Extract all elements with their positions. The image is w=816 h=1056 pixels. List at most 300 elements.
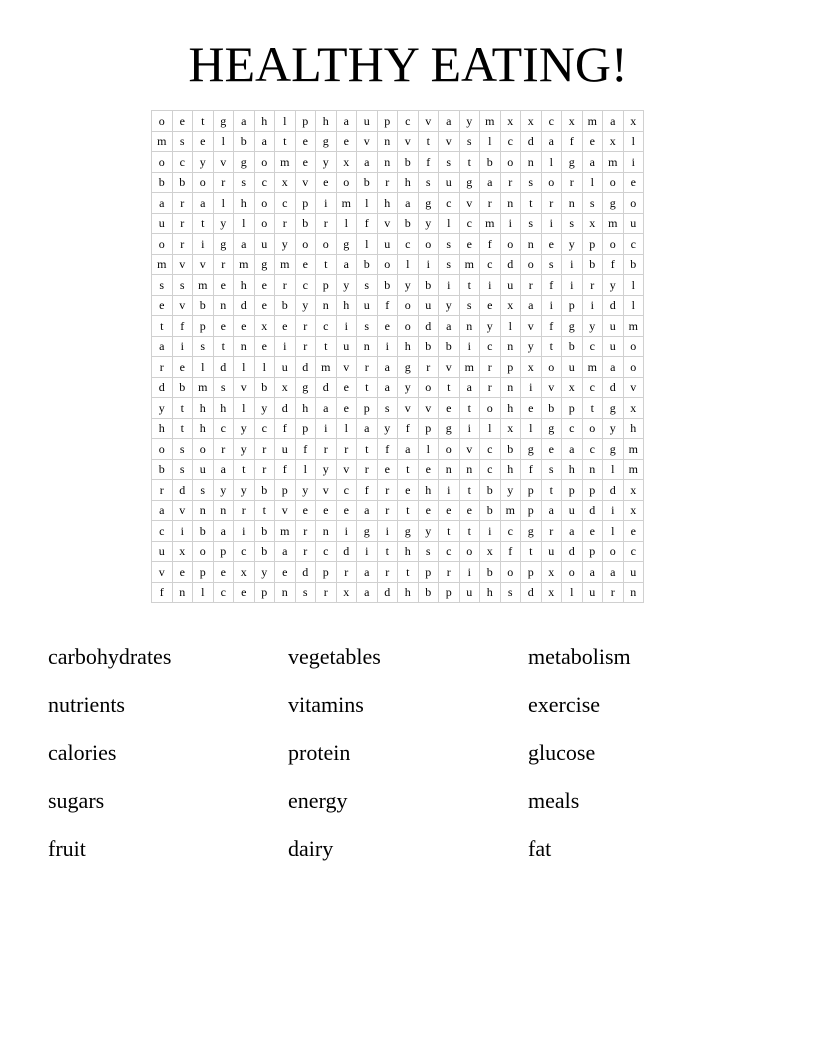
grid-cell: y: [152, 398, 173, 419]
grid-cell: h: [295, 398, 316, 419]
grid-cell: d: [316, 377, 337, 398]
grid-cell: r: [316, 439, 337, 460]
grid-cell: v: [439, 131, 460, 152]
grid-cell: m: [275, 152, 296, 173]
grid-cell: c: [582, 336, 603, 357]
grid-cell: s: [521, 172, 542, 193]
grid-cell: m: [603, 152, 624, 173]
grid-cell: b: [254, 521, 275, 542]
grid-cell: y: [234, 480, 255, 501]
grid-cell: s: [172, 459, 193, 480]
grid-cell: f: [275, 418, 296, 439]
word-item: energy: [288, 788, 348, 813]
grid-cell: e: [459, 500, 480, 521]
grid-cell: m: [623, 316, 644, 337]
word-item: meals: [528, 788, 580, 813]
grid-cell: b: [193, 521, 214, 542]
word-item: fruit: [48, 836, 86, 861]
grid-cell: d: [213, 357, 234, 378]
grid-cell: y: [213, 480, 234, 501]
grid-cell: o: [603, 172, 624, 193]
grid-cell: c: [234, 541, 255, 562]
grid-cell: b: [480, 562, 501, 583]
grid-cell: p: [562, 398, 583, 419]
grid-cell: x: [254, 316, 275, 337]
grid-cell: e: [418, 500, 439, 521]
grid-cell: a: [582, 152, 603, 173]
grid-cell: c: [459, 213, 480, 234]
grid-cell: e: [418, 459, 439, 480]
grid-cell: e: [480, 295, 501, 316]
grid-cell: c: [480, 336, 501, 357]
grid-cell: m: [459, 254, 480, 275]
grid-cell: p: [521, 480, 542, 501]
grid-cell: o: [336, 172, 357, 193]
grid-cell: v: [193, 254, 214, 275]
grid-cell: t: [459, 152, 480, 173]
grid-cell: r: [213, 439, 234, 460]
grid-cell: s: [582, 193, 603, 214]
grid-cell: x: [521, 357, 542, 378]
grid-cell: h: [336, 295, 357, 316]
grid-cell: e: [336, 377, 357, 398]
grid-cell: e: [295, 152, 316, 173]
grid-cell: s: [172, 275, 193, 296]
grid-cell: m: [480, 111, 501, 132]
grid-cell: r: [377, 172, 398, 193]
grid-cell: o: [500, 234, 521, 255]
grid-cell: r: [377, 562, 398, 583]
grid-cell: r: [521, 275, 542, 296]
grid-cell: m: [582, 357, 603, 378]
grid-cell: g: [398, 521, 419, 542]
grid-row: [152, 500, 644, 521]
grid-cell: u: [418, 295, 439, 316]
grid-cell: i: [336, 521, 357, 542]
grid-cell: m: [152, 131, 173, 152]
grid-cell: r: [582, 275, 603, 296]
grid-row: [152, 295, 644, 316]
grid-cell: a: [234, 111, 255, 132]
grid-cell: l: [418, 439, 439, 460]
grid-cell: o: [398, 316, 419, 337]
grid-row: [152, 193, 644, 214]
grid-cell: b: [480, 500, 501, 521]
grid-cell: e: [295, 500, 316, 521]
word-item: protein: [288, 740, 351, 765]
grid-cell: u: [152, 213, 173, 234]
grid-cell: o: [500, 152, 521, 173]
grid-cell: i: [275, 336, 296, 357]
grid-cell: t: [377, 541, 398, 562]
grid-cell: f: [480, 234, 501, 255]
grid-cell: i: [541, 295, 562, 316]
grid-cell: u: [254, 234, 275, 255]
grid-cell: o: [541, 172, 562, 193]
grid-cell: m: [500, 500, 521, 521]
grid-cell: d: [500, 254, 521, 275]
grid-cell: d: [603, 377, 624, 398]
grid-cell: x: [562, 377, 583, 398]
grid-cell: a: [521, 295, 542, 316]
grid-cell: f: [603, 254, 624, 275]
grid-cell: a: [254, 131, 275, 152]
grid-cell: f: [500, 541, 521, 562]
grid-cell: x: [336, 152, 357, 173]
grid-cell: o: [398, 295, 419, 316]
grid-cell: d: [603, 295, 624, 316]
grid-cell: i: [562, 254, 583, 275]
grid-row: [152, 459, 644, 480]
grid-cell: a: [562, 439, 583, 460]
grid-cell: o: [193, 439, 214, 460]
grid-cell: s: [377, 398, 398, 419]
grid-cell: p: [295, 111, 316, 132]
grid-cell: o: [521, 254, 542, 275]
grid-cell: n: [213, 500, 234, 521]
grid-cell: v: [213, 152, 234, 173]
grid-cell: i: [377, 521, 398, 542]
grid-cell: y: [275, 234, 296, 255]
grid-cell: b: [275, 295, 296, 316]
grid-cell: f: [377, 439, 398, 460]
grid-cell: p: [521, 562, 542, 583]
grid-cell: l: [336, 213, 357, 234]
grid-cell: s: [439, 234, 460, 255]
grid-cell: c: [623, 541, 644, 562]
word-item: fat: [528, 836, 552, 861]
word-row: [48, 739, 768, 787]
grid-row: [152, 541, 644, 562]
grid-cell: c: [500, 521, 521, 542]
grid-cell: l: [295, 459, 316, 480]
grid-cell: r: [213, 254, 234, 275]
grid-cell: b: [172, 377, 193, 398]
grid-cell: p: [193, 316, 214, 337]
grid-cell: r: [316, 213, 337, 234]
word-item: dairy: [288, 836, 334, 861]
grid-cell: d: [275, 398, 296, 419]
grid-row: [152, 316, 644, 337]
grid-cell: o: [480, 398, 501, 419]
grid-cell: t: [521, 193, 542, 214]
grid-cell: t: [193, 213, 214, 234]
grid-cell: r: [336, 562, 357, 583]
grid-cell: e: [521, 398, 542, 419]
word-row: [48, 835, 768, 883]
grid-cell: v: [521, 316, 542, 337]
grid-cell: t: [316, 336, 337, 357]
grid-cell: r: [316, 582, 337, 603]
grid-cell: o: [152, 111, 173, 132]
grid-cell: i: [234, 521, 255, 542]
word-item: carbohydrates: [48, 644, 172, 669]
grid-cell: a: [398, 439, 419, 460]
grid-cell: x: [603, 131, 624, 152]
grid-cell: y: [234, 439, 255, 460]
grid-cell: e: [336, 131, 357, 152]
grid-cell: r: [295, 521, 316, 542]
grid-cell: o: [193, 541, 214, 562]
grid-cell: t: [439, 377, 460, 398]
grid-cell: r: [377, 500, 398, 521]
grid-cell: t: [254, 500, 275, 521]
grid-cell: l: [623, 295, 644, 316]
grid-cell: g: [357, 521, 378, 542]
grid-cell: b: [357, 254, 378, 275]
grid-cell: p: [582, 480, 603, 501]
grid-cell: o: [582, 418, 603, 439]
grid-cell: g: [254, 254, 275, 275]
grid-cell: i: [521, 377, 542, 398]
grid-cell: v: [439, 357, 460, 378]
grid-cell: m: [275, 254, 296, 275]
grid-cell: y: [193, 152, 214, 173]
grid-cell: c: [562, 418, 583, 439]
grid-cell: t: [541, 480, 562, 501]
grid-cell: c: [398, 234, 419, 255]
grid-cell: c: [582, 377, 603, 398]
grid-cell: u: [357, 295, 378, 316]
grid-cell: o: [439, 439, 460, 460]
grid-cell: a: [152, 336, 173, 357]
grid-cell: b: [439, 336, 460, 357]
grid-cell: v: [377, 213, 398, 234]
grid-cell: o: [152, 439, 173, 460]
grid-row: [152, 254, 644, 275]
grid-cell: f: [541, 316, 562, 337]
grid-cell: p: [254, 582, 275, 603]
grid-cell: b: [418, 336, 439, 357]
grid-cell: c: [152, 521, 173, 542]
grid-cell: u: [603, 316, 624, 337]
grid-cell: t: [521, 541, 542, 562]
grid-cell: o: [152, 152, 173, 173]
grid-cell: t: [418, 131, 439, 152]
grid-cell: b: [418, 582, 439, 603]
grid-cell: m: [193, 275, 214, 296]
grid-cell: l: [275, 111, 296, 132]
grid-row: [152, 234, 644, 255]
grid-cell: v: [418, 111, 439, 132]
grid-cell: a: [541, 131, 562, 152]
grid-cell: n: [234, 336, 255, 357]
grid-cell: b: [172, 172, 193, 193]
grid-cell: r: [336, 439, 357, 460]
grid-cell: l: [357, 193, 378, 214]
grid-cell: b: [254, 480, 275, 501]
grid-row: [152, 418, 644, 439]
grid-cell: n: [582, 459, 603, 480]
grid-cell: f: [377, 295, 398, 316]
grid-cell: y: [234, 418, 255, 439]
grid-cell: i: [459, 418, 480, 439]
grid-cell: r: [480, 357, 501, 378]
grid-cell: d: [295, 562, 316, 583]
grid-cell: e: [254, 295, 275, 316]
grid-cell: y: [418, 521, 439, 542]
grid-cell: g: [521, 521, 542, 542]
grid-cell: c: [213, 582, 234, 603]
grid-cell: d: [582, 500, 603, 521]
grid-cell: r: [480, 193, 501, 214]
grid-cell: e: [254, 275, 275, 296]
grid-cell: t: [541, 336, 562, 357]
grid-cell: g: [316, 131, 337, 152]
grid-cell: t: [459, 275, 480, 296]
grid-cell: h: [562, 459, 583, 480]
grid-cell: b: [582, 254, 603, 275]
grid-cell: n: [439, 459, 460, 480]
grid-cell: i: [500, 213, 521, 234]
grid-cell: c: [398, 111, 419, 132]
grid-cell: g: [562, 152, 583, 173]
grid-cell: c: [480, 439, 501, 460]
grid-cell: a: [357, 582, 378, 603]
grid-cell: t: [459, 480, 480, 501]
word-row: [48, 691, 768, 739]
grid-cell: h: [500, 398, 521, 419]
grid-cell: y: [459, 111, 480, 132]
grid-cell: s: [193, 480, 214, 501]
grid-cell: r: [377, 480, 398, 501]
grid-cell: y: [603, 418, 624, 439]
grid-cell: t: [275, 131, 296, 152]
grid-cell: f: [172, 316, 193, 337]
grid-cell: n: [275, 582, 296, 603]
grid-cell: b: [254, 541, 275, 562]
grid-cell: y: [336, 275, 357, 296]
grid-cell: a: [377, 357, 398, 378]
grid-cell: r: [152, 357, 173, 378]
grid-cell: h: [213, 398, 234, 419]
grid-cell: e: [295, 254, 316, 275]
grid-cell: c: [213, 418, 234, 439]
grid-cell: i: [541, 213, 562, 234]
grid-cell: r: [357, 357, 378, 378]
grid-cell: o: [562, 562, 583, 583]
grid-cell: d: [377, 582, 398, 603]
grid-cell: h: [234, 275, 255, 296]
grid-cell: l: [234, 213, 255, 234]
grid-cell: n: [459, 459, 480, 480]
grid-cell: g: [213, 111, 234, 132]
grid-cell: y: [398, 275, 419, 296]
grid-cell: y: [316, 459, 337, 480]
grid-cell: t: [582, 398, 603, 419]
grid-cell: p: [213, 541, 234, 562]
grid-cell: x: [562, 111, 583, 132]
grid-cell: g: [521, 439, 542, 460]
grid-cell: t: [357, 377, 378, 398]
grid-cell: c: [275, 193, 296, 214]
page-title: HEALTHY EATING!: [188, 36, 628, 92]
grid-cell: e: [541, 234, 562, 255]
grid-cell: p: [562, 295, 583, 316]
grid-cell: e: [275, 562, 296, 583]
grid-cell: s: [234, 172, 255, 193]
grid-cell: e: [295, 131, 316, 152]
grid-cell: r: [275, 213, 296, 234]
grid-cell: g: [213, 234, 234, 255]
grid-cell: x: [275, 172, 296, 193]
grid-cell: g: [295, 377, 316, 398]
grid-cell: l: [521, 418, 542, 439]
grid-cell: d: [562, 541, 583, 562]
grid-cell: v: [316, 480, 337, 501]
grid-cell: m: [459, 357, 480, 378]
grid-cell: c: [582, 439, 603, 460]
grid-cell: y: [254, 562, 275, 583]
grid-cell: n: [213, 295, 234, 316]
grid-cell: b: [418, 275, 439, 296]
grid-cell: u: [152, 541, 173, 562]
grid-cell: t: [172, 398, 193, 419]
grid-cell: v: [418, 398, 439, 419]
grid-cell: a: [316, 398, 337, 419]
grid-cell: e: [377, 459, 398, 480]
grid-cell: l: [398, 254, 419, 275]
grid-cell: h: [193, 418, 214, 439]
grid-cell: a: [152, 193, 173, 214]
grid-cell: l: [234, 398, 255, 419]
grid-cell: i: [193, 234, 214, 255]
grid-cell: s: [295, 582, 316, 603]
grid-row: [152, 172, 644, 193]
grid-cell: a: [480, 172, 501, 193]
grid-cell: g: [603, 398, 624, 419]
grid-cell: o: [603, 234, 624, 255]
grid-cell: l: [439, 213, 460, 234]
grid-cell: l: [623, 275, 644, 296]
grid-cell: s: [562, 213, 583, 234]
grid-row: [152, 582, 644, 603]
grid-cell: t: [234, 459, 255, 480]
grid-cell: a: [603, 562, 624, 583]
grid-cell: a: [357, 500, 378, 521]
grid-cell: c: [295, 275, 316, 296]
grid-cell: m: [336, 193, 357, 214]
word-search-grid: [151, 110, 644, 603]
grid-cell: e: [234, 582, 255, 603]
grid-cell: s: [459, 295, 480, 316]
grid-cell: a: [439, 111, 460, 132]
grid-cell: p: [418, 562, 439, 583]
grid-cell: i: [357, 541, 378, 562]
grid-cell: l: [562, 582, 583, 603]
grid-cell: e: [336, 500, 357, 521]
grid-cell: v: [275, 500, 296, 521]
grid-cell: t: [398, 562, 419, 583]
grid-cell: l: [623, 131, 644, 152]
grid-cell: s: [193, 336, 214, 357]
grid-cell: v: [172, 254, 193, 275]
grid-row: [152, 275, 644, 296]
grid-cell: v: [459, 439, 480, 460]
grid-cell: e: [439, 500, 460, 521]
grid-row: [152, 111, 644, 132]
grid-cell: o: [500, 562, 521, 583]
grid-cell: x: [623, 111, 644, 132]
grid-cell: a: [377, 377, 398, 398]
grid-cell: r: [275, 275, 296, 296]
grid-cell: b: [562, 336, 583, 357]
grid-cell: s: [213, 377, 234, 398]
grid-cell: x: [336, 582, 357, 603]
grid-cell: s: [521, 213, 542, 234]
grid-cell: u: [377, 234, 398, 255]
grid-cell: a: [336, 254, 357, 275]
